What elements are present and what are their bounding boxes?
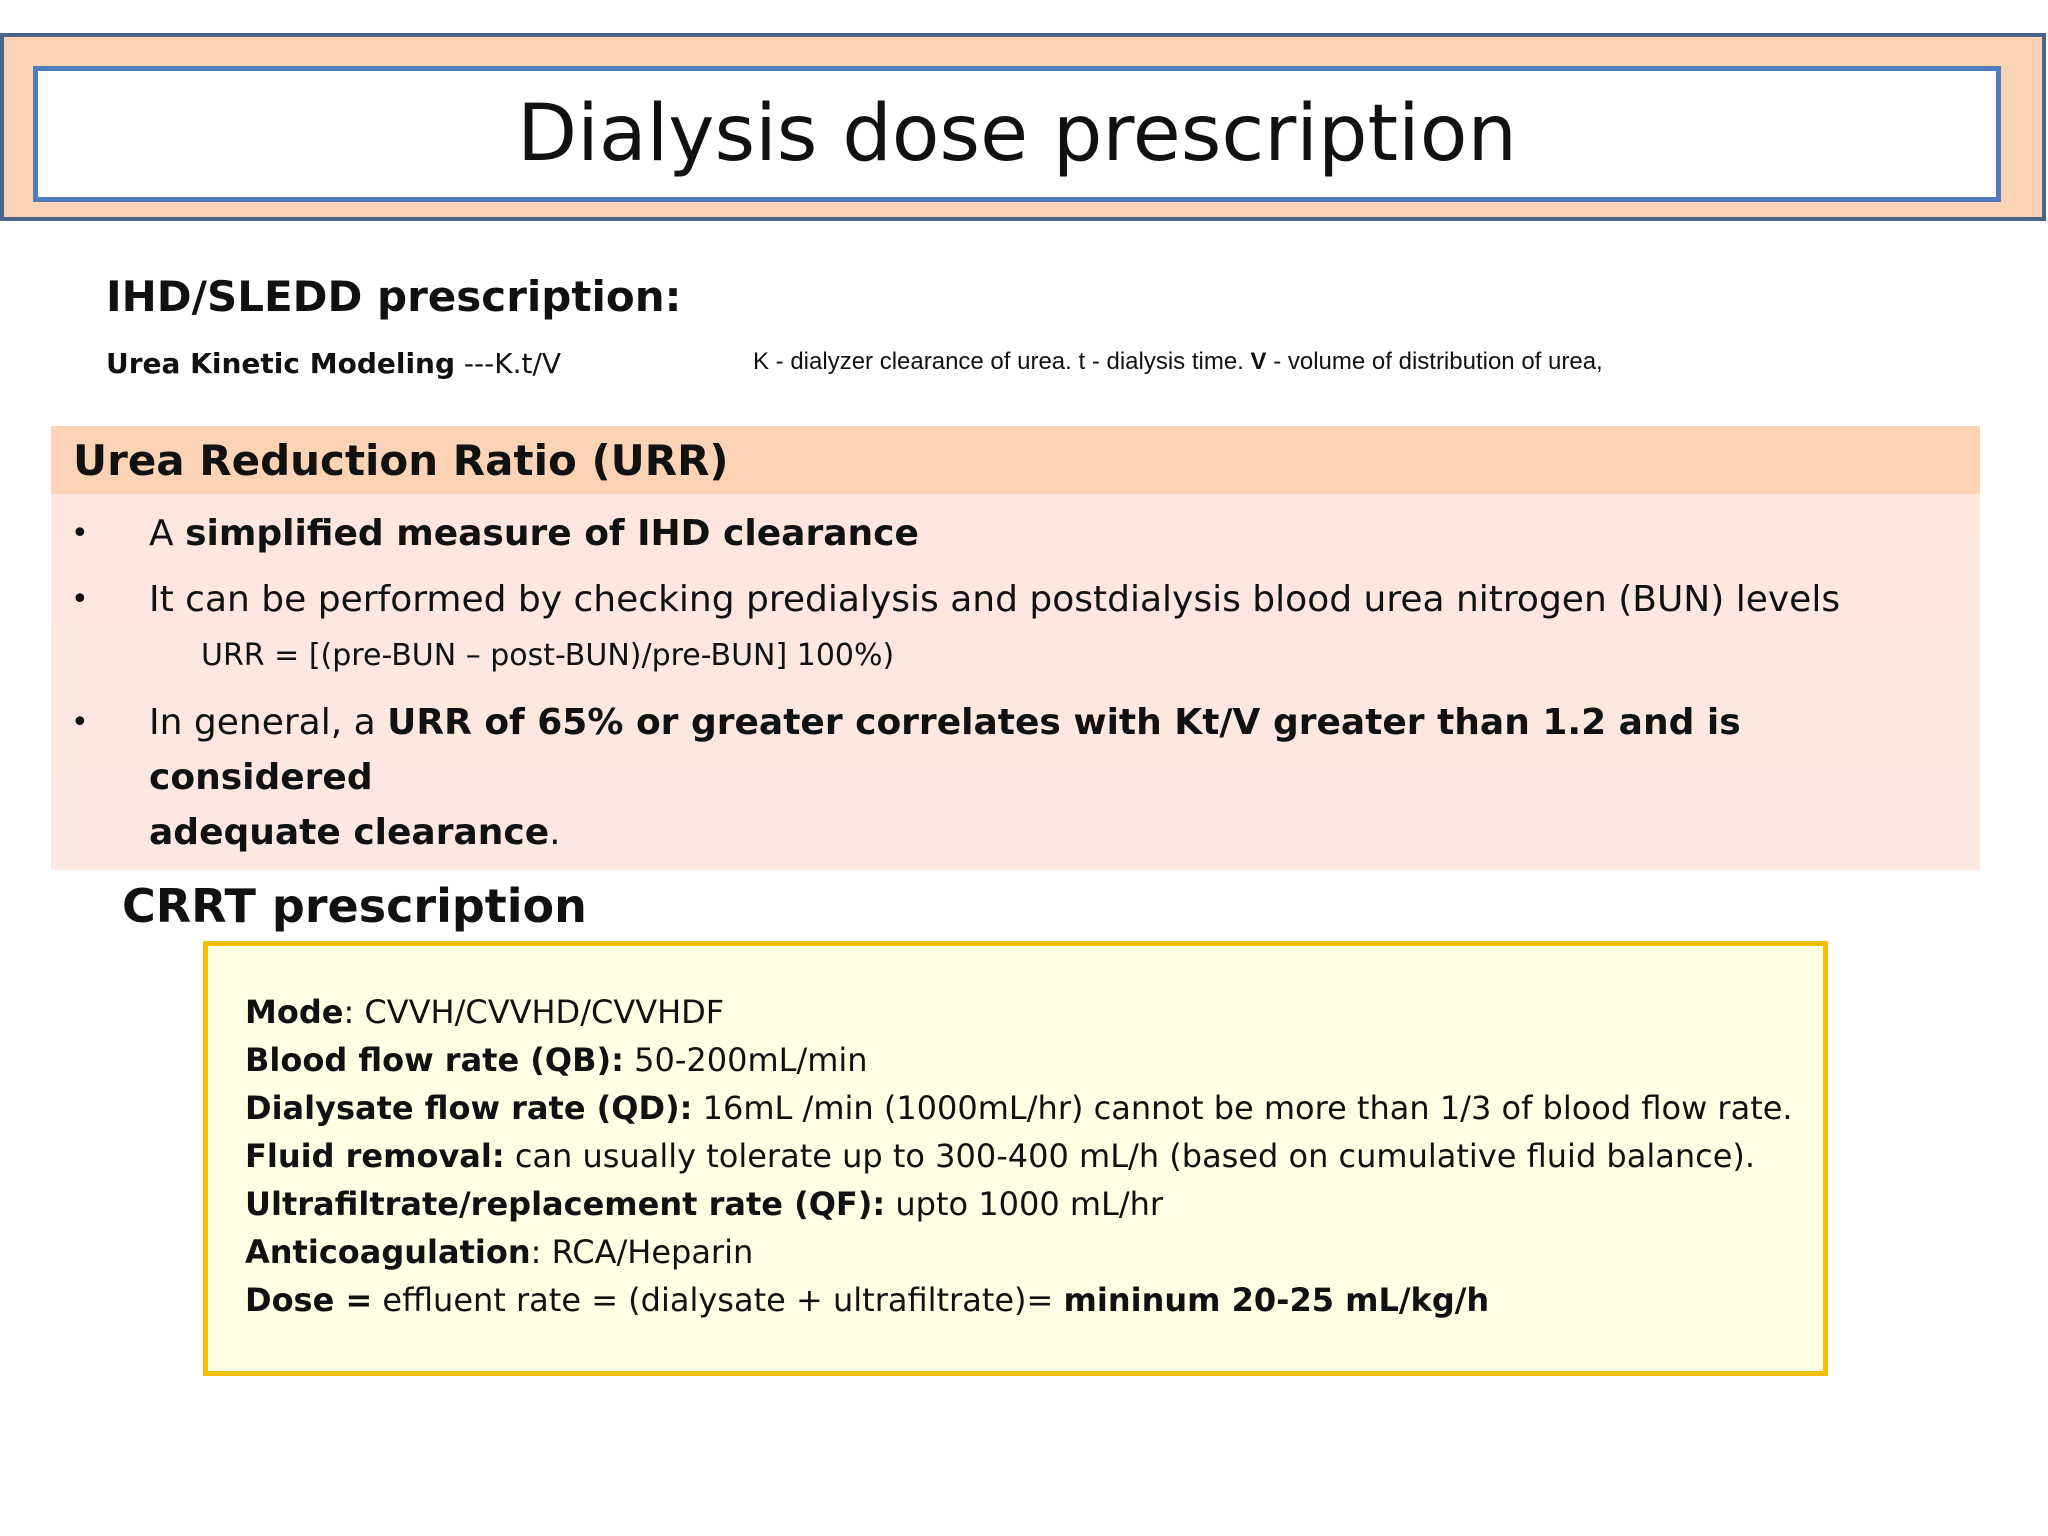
- crrt-row-value: 50-200mL/min: [623, 1041, 868, 1079]
- crrt-row-value: effluent rate = (dialysate + ultrafiltrate)=: [372, 1281, 1064, 1319]
- crrt-row-label: Ultrafiltrate/replacement rate (QF):: [245, 1185, 886, 1223]
- bullet-icon: •: [71, 705, 89, 740]
- urr-bullet-1-bold: simplified measure of IHD clearance: [185, 513, 919, 554]
- crrt-row-label: Blood flow rate (QB):: [245, 1041, 624, 1079]
- crrt-row-ultrafiltrate: [245, 1180, 1793, 1228]
- crrt-row-label: Fluid removal:: [245, 1137, 505, 1175]
- ukm-value: ---K.t/V: [455, 347, 562, 380]
- legend-k: K - dialyzer clearance of urea. t - dialysis time.: [753, 348, 1251, 375]
- crrt-list: [245, 988, 1793, 1324]
- urr-bullet-1: [149, 506, 919, 561]
- ukm-line: [106, 347, 561, 380]
- urr-bullet-2: It can be performed by checking predialysis and postdialysis blood urea nitrogen (BUN) levels: [149, 579, 1841, 620]
- legend-v-label: V: [1250, 348, 1267, 375]
- crrt-row-value: can usually tolerate up to 300-400 mL/h (based on cumulative fluid balance).: [504, 1137, 1756, 1175]
- title-box: [33, 66, 2001, 202]
- urr-bullet-3-end: .: [549, 812, 561, 853]
- crrt-row-label: Mode: [245, 993, 344, 1031]
- crrt-row-anticoagulation: [245, 1228, 1793, 1276]
- ihd-heading: IHD/SLEDD prescription:: [106, 272, 682, 321]
- urr-bullet-3-bold-2: adequate clearance: [149, 812, 550, 853]
- urr-bullet-3-text: In general, a: [149, 702, 388, 743]
- crrt-row-value: : CVVH/CVVHD/CVVHDF: [343, 993, 725, 1031]
- crrt-row-dose-bold: mininum 20-25 mL/kg/h: [1063, 1281, 1490, 1319]
- crrt-row-label: Dialysate flow rate (QD):: [245, 1089, 693, 1127]
- legend-v: - volume of distribution of urea,: [1266, 348, 1603, 375]
- urr-heading: Urea Reduction Ratio (URR): [73, 436, 729, 485]
- crrt-row-mode: [245, 988, 1793, 1036]
- urr-header: [51, 426, 1980, 494]
- crrt-row-value: 16mL /min (1000mL/hr) cannot be more than 1/3 of blood flow rate.: [692, 1089, 1793, 1127]
- crrt-row-fluid-removal: [245, 1132, 1793, 1180]
- urr-formula: URR = [(pre-BUN – post-BUN)/pre-BUN] 100%): [201, 638, 895, 673]
- crrt-row-dose: [245, 1276, 1793, 1324]
- urr-bullet-3-bold: URR of 65% or greater correlates with Kt/V greater than 1.2 and is considered: [149, 702, 1741, 798]
- crrt-row-value: upto 1000 mL/hr: [885, 1185, 1164, 1223]
- crrt-row-label: Dose =: [245, 1281, 373, 1319]
- crrt-row-dialysate-flow: [245, 1084, 1793, 1132]
- crrt-row-blood-flow: [245, 1036, 1793, 1084]
- ktv-legend: [753, 348, 1603, 376]
- urr-section: [51, 426, 1980, 870]
- urr-bullet-1-text: A: [149, 513, 186, 554]
- urr-bullet-3: [149, 695, 1949, 860]
- crrt-row-label: Anticoagulation: [245, 1233, 531, 1271]
- bullet-icon: •: [71, 582, 89, 617]
- crrt-row-value: : RCA/Heparin: [530, 1233, 754, 1271]
- ukm-label: Urea Kinetic Modeling: [106, 347, 456, 380]
- crrt-heading: CRRT prescription: [122, 879, 587, 933]
- crrt-box: [203, 941, 1828, 1376]
- bullet-icon: •: [71, 516, 89, 551]
- page-title: Dialysis dose prescription: [517, 89, 1517, 179]
